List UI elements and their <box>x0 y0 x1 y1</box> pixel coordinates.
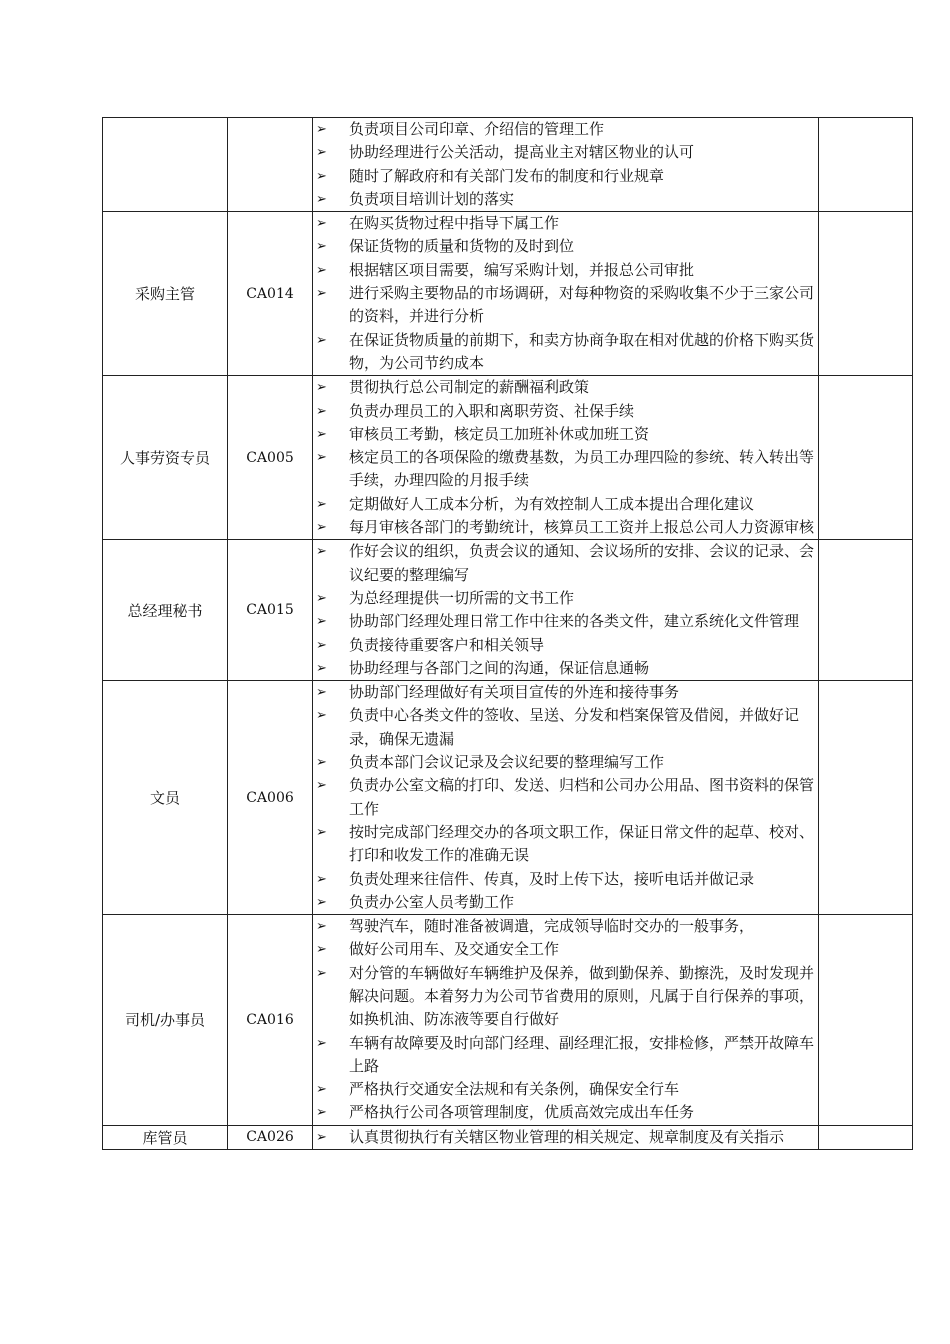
arrow-bullet-icon: ➢ <box>316 145 327 161</box>
duty-text: 核定员工的各项保险的缴费基数，为员工办理四险的参统、转入转出等手续，办理四险的月报手续 <box>349 448 815 490</box>
position-title: 总经理秘书 <box>103 540 228 681</box>
duty-item <box>313 610 818 633</box>
arrow-bullet-icon: ➢ <box>316 403 327 419</box>
duty-item <box>313 282 818 329</box>
duty-text: 贯彻执行总公司制定的薪酬福利政策 <box>349 378 590 397</box>
duty-item <box>313 1032 818 1079</box>
duty-text: 负责中心各类文件的签收、呈送、分发和档案保管及借阅，并做好记录，确保无遗漏 <box>349 706 800 748</box>
table-row <box>103 212 913 376</box>
duty-item <box>313 423 818 446</box>
arrow-bullet-icon: ➢ <box>316 520 327 536</box>
arrow-bullet-icon: ➢ <box>316 824 327 840</box>
position-code: CA015 <box>228 540 313 681</box>
remark-cell <box>819 376 913 540</box>
table-row <box>103 681 913 915</box>
duty-item <box>313 962 818 1032</box>
arrow-bullet-icon: ➢ <box>316 894 327 910</box>
arrow-bullet-icon: ➢ <box>316 708 327 724</box>
duty-text: 作好会议的组织，负责会议的通知、会议场所的安排、会议的记录、会议纪要的整理编写 <box>349 542 815 584</box>
arrow-bullet-icon: ➢ <box>316 1082 327 1098</box>
duty-item <box>313 587 818 610</box>
duty-text: 协助经理进行公关活动，提高业主对辖区物业的认可 <box>349 143 695 162</box>
duty-text: 在保证货物质量的前期下，和卖方协商争取在相对优越的价格下购买货物，为公司节约成本 <box>349 330 815 372</box>
position-code <box>228 118 313 212</box>
arrow-bullet-icon: ➢ <box>316 919 327 935</box>
duty-text: 协助部门经理处理日常工作中往来的各类文件，建立系统化文件管理 <box>349 612 800 631</box>
position-code: CA005 <box>228 376 313 540</box>
arrow-bullet-icon: ➢ <box>316 450 327 466</box>
duty-text: 负责项目培训计划的落实 <box>349 189 515 208</box>
duty-text: 负责本部门会议记录及会议纪要的整理编写工作 <box>349 753 665 772</box>
position-title: 司机/办事员 <box>103 915 228 1126</box>
duty-text: 负责办公室文稿的打印、发送、归档和公司办公用品、图书资料的保管工作 <box>349 776 815 818</box>
arrow-bullet-icon: ➢ <box>316 1035 327 1051</box>
duty-item <box>313 141 818 164</box>
position-title: 库管员 <box>103 1125 228 1149</box>
duty-item <box>313 774 818 821</box>
duty-text: 负责办公室人员考勤工作 <box>349 892 515 911</box>
duty-item <box>313 400 818 423</box>
arrow-bullet-icon: ➢ <box>316 122 327 137</box>
duty-item <box>313 938 818 961</box>
arrow-bullet-icon: ➢ <box>316 942 327 958</box>
arrow-bullet-icon: ➢ <box>316 262 327 278</box>
duty-item <box>313 1101 818 1124</box>
position-code: CA026 <box>228 1125 313 1149</box>
table-row <box>103 540 913 681</box>
duty-text: 随时了解政府和有关部门发布的制度和行业规章 <box>349 166 665 185</box>
duty-text: 做好公司用车、及交通安全工作 <box>349 940 560 959</box>
arrow-bullet-icon: ➢ <box>316 286 327 302</box>
duty-item <box>313 751 818 774</box>
arrow-bullet-icon: ➢ <box>316 778 327 794</box>
table-row <box>103 915 913 1126</box>
duty-text: 车辆有故障要及时向部门经理、副经理汇报，安排检修，严禁开故障车上路 <box>349 1033 815 1075</box>
arrow-bullet-icon: ➢ <box>316 614 327 630</box>
duty-text: 严格执行公司各项管理制度，优质高效完成出车任务 <box>349 1103 695 1122</box>
position-code: CA006 <box>228 681 313 915</box>
duties-cell <box>313 681 819 915</box>
duty-item <box>313 891 818 914</box>
position-title: 人事劳资专员 <box>103 376 228 540</box>
remark-cell <box>819 212 913 376</box>
duty-item <box>313 165 818 188</box>
table-row <box>103 118 913 212</box>
arrow-bullet-icon: ➢ <box>316 590 327 606</box>
remark-cell <box>819 915 913 1126</box>
duty-item <box>313 493 818 516</box>
arrow-bullet-icon: ➢ <box>316 426 327 442</box>
duty-text: 负责办理员工的入职和离职劳资、社保手续 <box>349 401 635 420</box>
duty-item <box>313 446 818 493</box>
duty-text: 保证货物的质量和货物的及时到位 <box>349 237 575 256</box>
duties-cell <box>313 1125 819 1149</box>
duty-text: 每月审核各部门的考勤统计，核算员工工资并上报总公司人力资源审核 <box>349 518 815 537</box>
arrow-bullet-icon: ➢ <box>316 332 327 348</box>
duty-item <box>313 376 818 399</box>
duty-text: 进行采购主要物品的市场调研，对每种物资的采购收集不少于三家公司的资料，并进行分析 <box>349 284 815 326</box>
duties-cell <box>313 376 819 540</box>
job-rows <box>103 118 913 1150</box>
arrow-bullet-icon: ➢ <box>316 965 327 981</box>
duty-text: 负责项目公司印章、介绍信的管理工作 <box>349 120 605 138</box>
duty-text: 审核员工考勤，核定员工加班补休或加班工资 <box>349 424 650 443</box>
arrow-bullet-icon: ➢ <box>316 380 327 396</box>
duties-cell <box>313 212 819 376</box>
arrow-bullet-icon: ➢ <box>316 1129 327 1145</box>
position-code: CA016 <box>228 915 313 1126</box>
duty-item <box>313 1078 818 1101</box>
arrow-bullet-icon: ➢ <box>316 216 327 232</box>
table-row <box>103 376 913 540</box>
arrow-bullet-icon: ➢ <box>316 660 327 676</box>
duty-item <box>313 634 818 657</box>
duty-item <box>313 681 818 704</box>
arrow-bullet-icon: ➢ <box>316 685 327 701</box>
duty-item <box>313 657 818 680</box>
arrow-bullet-icon: ➢ <box>316 544 327 560</box>
duty-text: 协助部门经理做好有关项目宣传的外连和接待事务 <box>349 683 680 702</box>
duty-text: 按时完成部门经理交办的各项文职工作，保证日常文件的起草、校对、打印和收发工作的准确无误 <box>349 822 815 865</box>
arrow-bullet-icon: ➢ <box>316 168 327 184</box>
remark-cell <box>819 1125 913 1149</box>
duty-item <box>313 188 818 211</box>
remark-cell <box>819 540 913 681</box>
duty-text: 驾驶汽车，随时准备被调遣，完成领导临时交办的一般事务， <box>349 917 755 936</box>
duty-text: 负责接待重要客户和相关领导 <box>349 635 545 654</box>
table-row <box>103 1125 913 1149</box>
duties-cell <box>313 118 819 212</box>
duty-text: 认真贯彻执行有关辖区物业管理的相关规定、规章制度及有关指示 <box>349 1127 785 1146</box>
duty-item <box>313 704 818 751</box>
arrow-bullet-icon: ➢ <box>316 1105 327 1121</box>
duty-text: 严格执行交通安全法规和有关条例，确保安全行车 <box>349 1080 680 1099</box>
duty-item <box>313 329 818 376</box>
duty-text: 协助经理与各部门之间的沟通，保证信息通畅 <box>349 658 650 677</box>
job-duties-table <box>102 117 913 1150</box>
duty-item <box>313 212 818 235</box>
duties-cell <box>313 540 819 681</box>
duty-item <box>313 516 818 539</box>
position-code: CA014 <box>228 212 313 376</box>
arrow-bullet-icon: ➢ <box>316 496 327 512</box>
duty-text: 为总经理提供一切所需的文书工作 <box>349 588 575 607</box>
arrow-bullet-icon: ➢ <box>316 239 327 255</box>
position-title: 文员 <box>103 681 228 915</box>
duty-item <box>313 259 818 282</box>
duty-item <box>313 118 818 141</box>
remark-cell <box>819 681 913 915</box>
position-title <box>103 118 228 212</box>
arrow-bullet-icon: ➢ <box>316 637 327 653</box>
arrow-bullet-icon: ➢ <box>316 871 327 887</box>
remark-cell <box>819 118 913 212</box>
duty-item <box>313 821 818 868</box>
arrow-bullet-icon: ➢ <box>316 755 327 771</box>
duty-text: 负责处理来往信件、传真，及时上传下达，接听电话并做记录 <box>349 869 755 888</box>
duty-item <box>313 540 818 587</box>
duty-item <box>313 235 818 258</box>
duties-cell <box>313 915 819 1126</box>
arrow-bullet-icon: ➢ <box>316 191 327 207</box>
position-title: 采购主管 <box>103 212 228 376</box>
duty-text: 对分管的车辆做好车辆维护及保养，做到勤保养、勤擦洗，及时发现并解决问题。本着努力为公司节省费用的原则，凡属于自行保养的事项，如换机油、防冻液等要自行做好 <box>349 963 815 1029</box>
duty-text: 在购买货物过程中指导下属工作 <box>349 214 560 233</box>
duty-item <box>313 868 818 891</box>
duty-item <box>313 915 818 938</box>
duty-text: 定期做好人工成本分析，为有效控制人工成本提出合理化建议 <box>349 494 755 513</box>
duty-text: 根据辖区项目需要，编写采购计划，并报总公司审批 <box>349 260 695 279</box>
duty-item <box>313 1126 818 1149</box>
